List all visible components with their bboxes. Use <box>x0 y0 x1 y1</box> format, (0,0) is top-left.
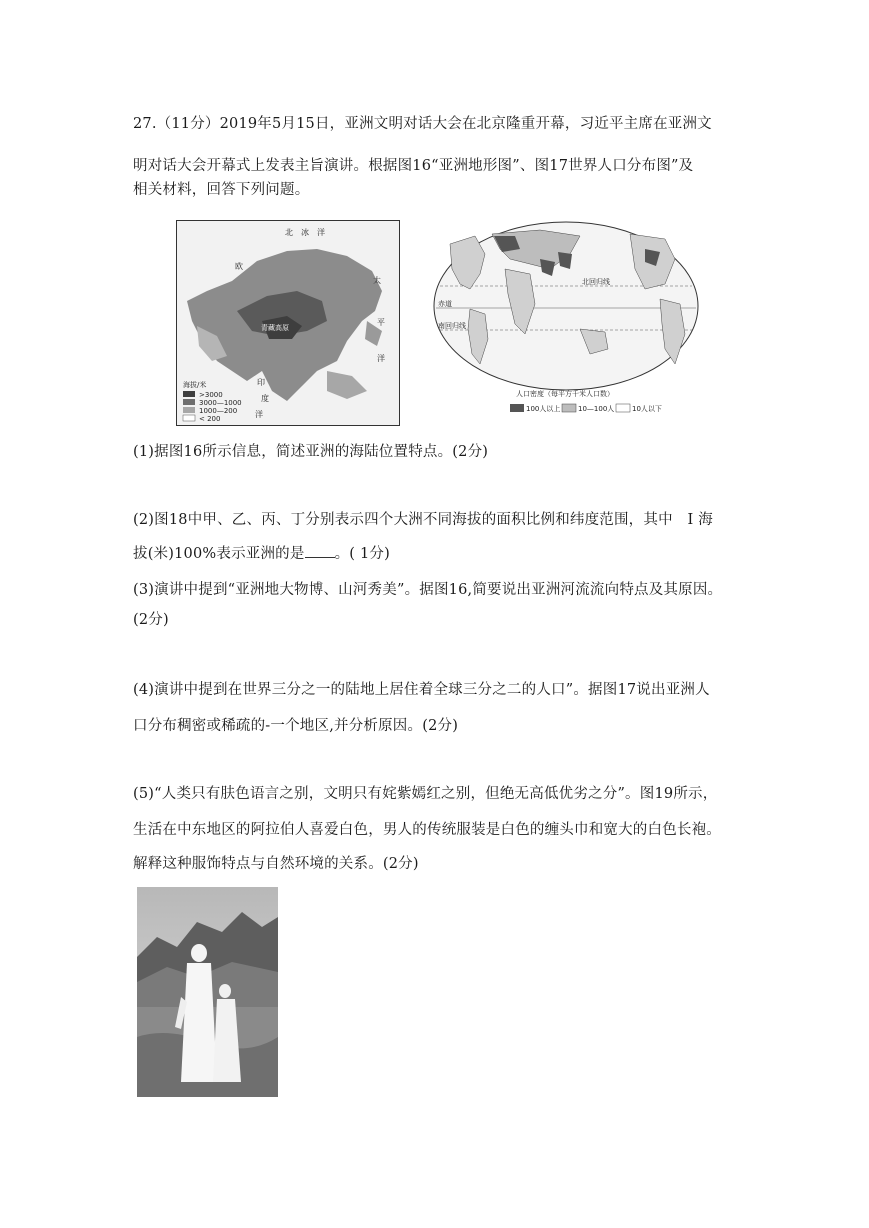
label-north: 北 <box>285 228 293 237</box>
asia-topographic-map <box>176 220 400 426</box>
answer-blank[interactable] <box>305 543 335 558</box>
label-bing: 冰 <box>301 228 309 237</box>
question-2-line-2 <box>133 540 753 569</box>
question-intro-line-3: 相关材料，回答下列问题。 <box>133 182 310 198</box>
world-population-map <box>430 214 702 426</box>
question-4-line-2: 口分布稠密或稀疏的-一个地区,并分析原因。(2分) <box>133 718 459 734</box>
question-1: (1)据图16所示信息，简述亚洲的海陆位置特点。(2分) <box>133 444 489 460</box>
question-2-line-2b: 。( 1分) <box>334 546 390 562</box>
label-yang-s: 洋 <box>255 410 263 419</box>
label-yin: 印 <box>257 378 265 387</box>
world-legend-item-2: 10人以下 <box>632 405 662 413</box>
label-tropic-s: 南回归线 <box>438 322 466 330</box>
label-yang-e: 洋 <box>377 354 385 363</box>
question-4-line-1: (4)演讲中提到在世界三分之一的陆地上居住着全球三分之二的人口”。据图17说出亚洲人 <box>133 682 710 698</box>
question-3-line-1: (3)演讲中提到“亚洲地大物博、山河秀美”。据图16,简要说出亚洲河流流向特点及其原因。 <box>133 582 723 598</box>
label-tropic-n: 北回归线 <box>582 278 610 286</box>
label-equator: 赤道 <box>438 300 452 308</box>
question-3-line-2: (2分) <box>133 612 169 628</box>
label-tai: 太 <box>373 276 381 285</box>
label-yang-n: 洋 <box>317 228 325 237</box>
question-intro-line-1: 27.（11分）2019年5月15日，亚洲文明对话大会在北京隆重开幕，习近平主席在亚洲文 <box>133 116 712 132</box>
question-5-line-1: (5)“人类只有肤色语言之别，文明只有姹紫嫣红之别，但绝无高低优劣之分”。图19所示， <box>133 786 718 802</box>
question-5-line-3: 解释这种服饰特点与自然环境的关系。(2分) <box>133 856 419 872</box>
question-2-line-2a: 拔(米)100%表示亚洲的是 <box>133 546 305 562</box>
legend-title: 海拔/米 <box>183 381 207 389</box>
world-legend-item-0: 100人以上 <box>526 405 561 413</box>
question-5-line-2: 生活在中东地区的阿拉伯人喜爱白色，男人的传统服装是白色的缠头巾和宽大的白色长袍。 <box>133 822 721 838</box>
asia-legend <box>181 379 242 423</box>
label-ou: 欧 <box>235 262 243 271</box>
label-du: 度 <box>261 394 269 403</box>
question-intro-line-2: 明对话大会开幕式上发表主旨演讲。根据图16“亚洲地形图”、图17世界人口分布图”及 <box>133 158 694 174</box>
legend-item-3: < 200 <box>199 415 221 423</box>
legend-item-2: 1000—200 <box>199 407 238 415</box>
question-2-line-1: (2)图18中甲、乙、丙、丁分别表示四个大洲不同海拔的面积比例和纬度范围，其中 I 海 <box>133 512 713 528</box>
world-legend-title: 人口密度（每平方千米人口数） <box>516 390 614 398</box>
label-ping: 平 <box>377 318 385 327</box>
legend-item-0: >3000 <box>199 391 223 399</box>
label-qingzang: 青藏高原 <box>261 324 289 332</box>
world-legend-item-1: 10—100人 <box>578 405 615 413</box>
arab-men-photo <box>137 887 278 1097</box>
legend-item-1: 3000—1000 <box>199 399 242 407</box>
